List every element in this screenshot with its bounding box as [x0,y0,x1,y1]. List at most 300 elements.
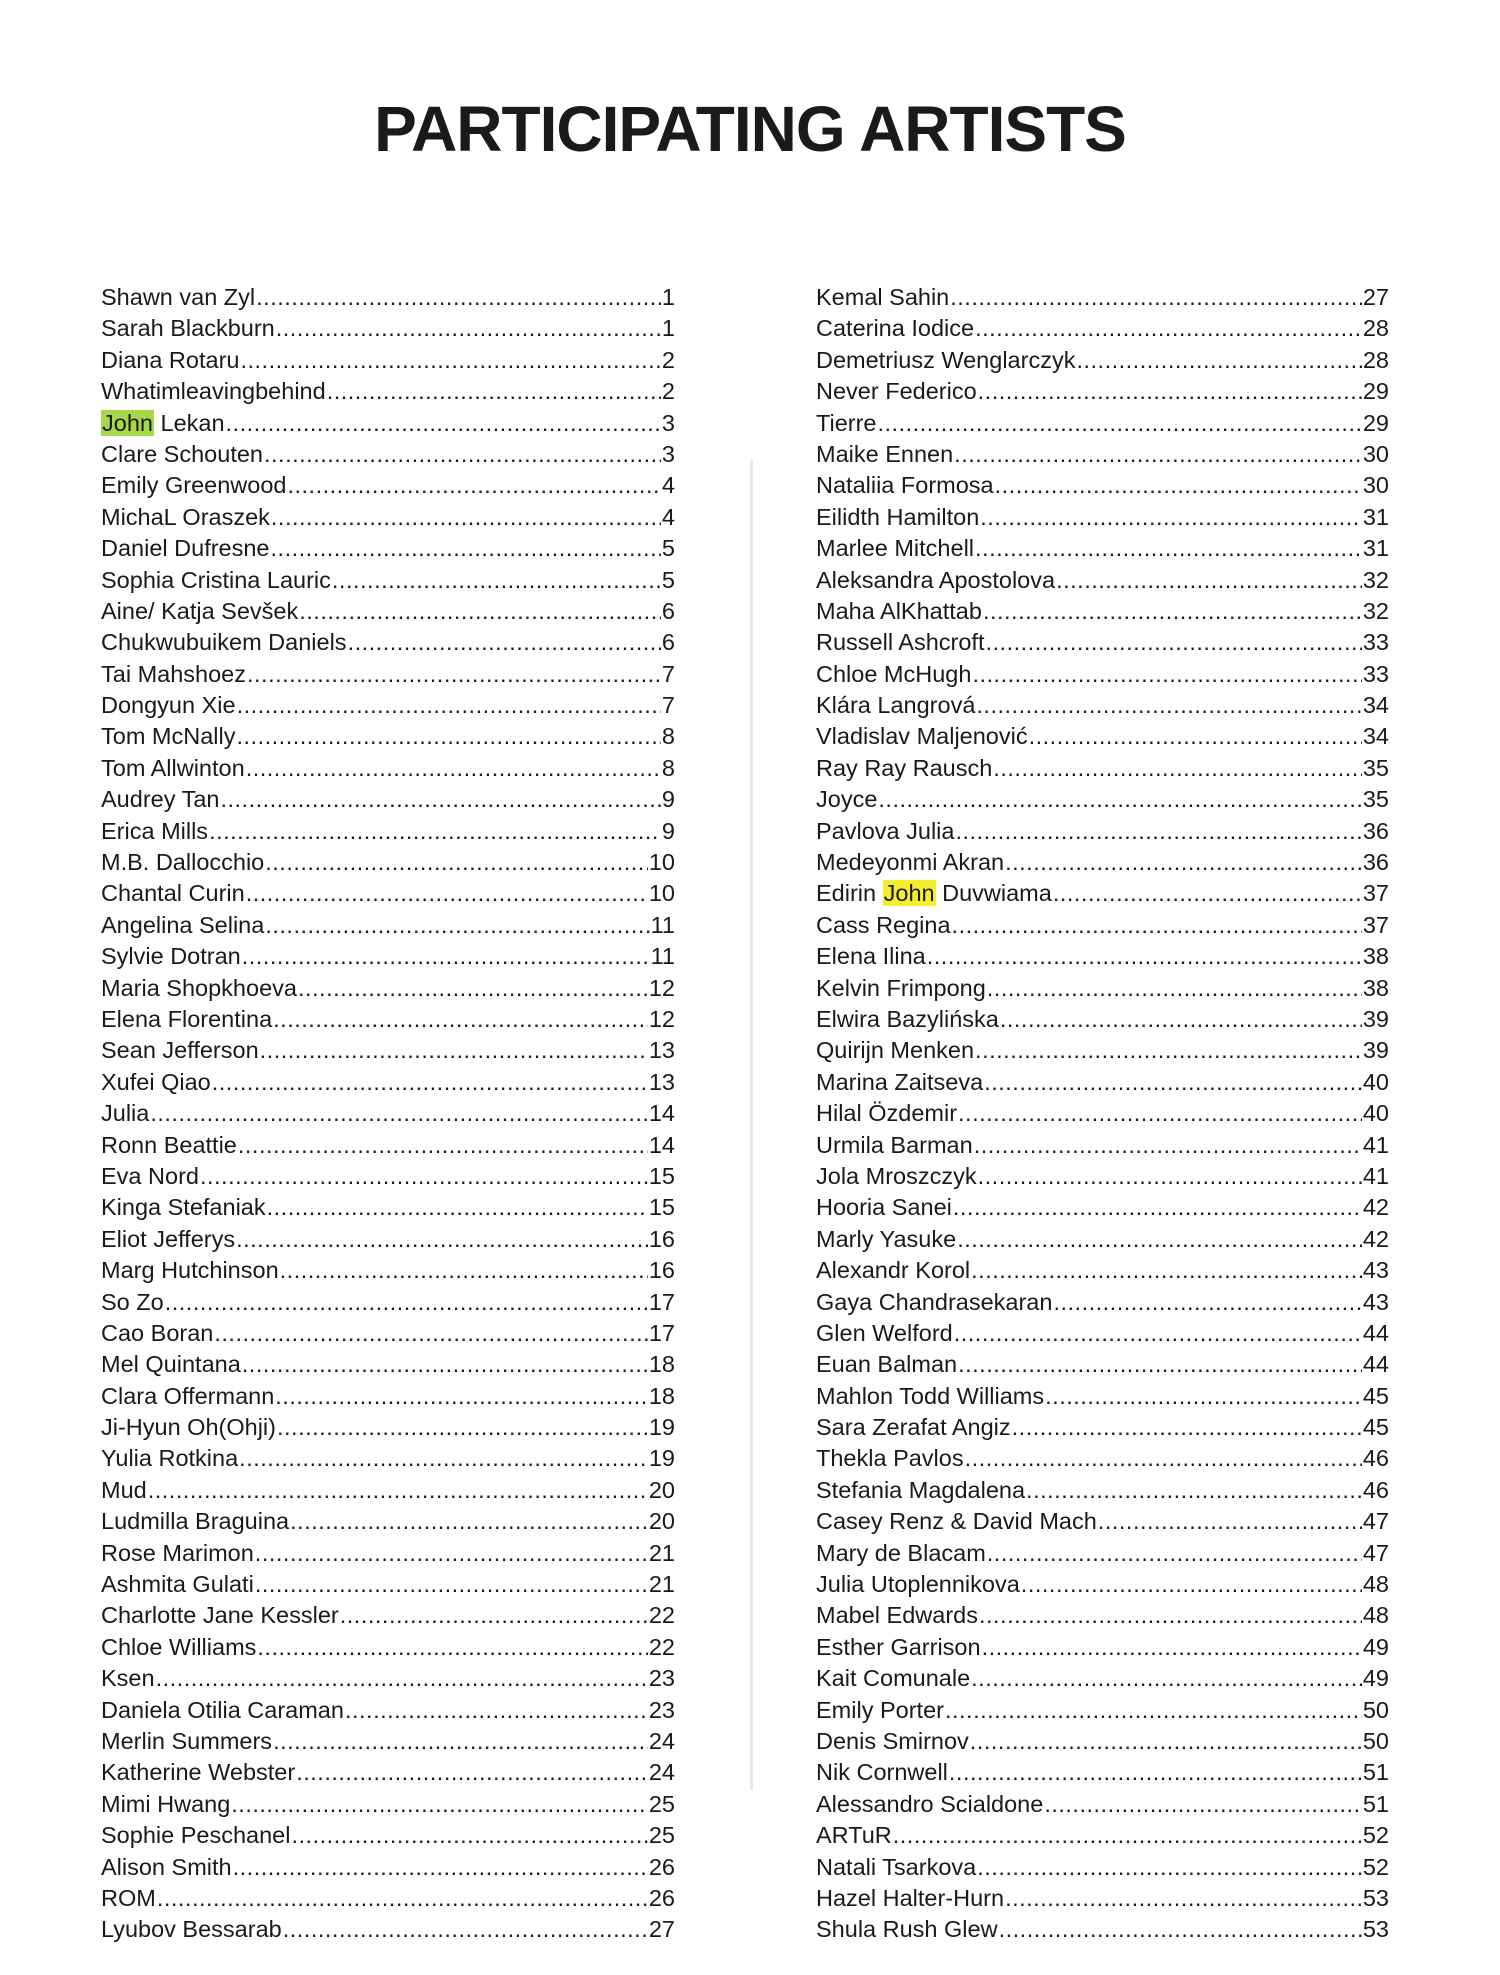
dot-leader [332,565,661,596]
page-number: 5 [661,535,675,562]
dot-leader [1005,847,1362,878]
toc-entry [816,1287,1389,1318]
artist-name: Chloe Williams [101,1633,257,1660]
page-number: 29 [1362,378,1389,405]
page-number: 28 [1362,315,1389,342]
toc-entry [101,1381,675,1412]
dot-leader [255,1538,648,1569]
page-number: 51 [1362,1790,1389,1817]
page-number: 11 [650,943,675,970]
page-number: 41 [1362,1162,1389,1189]
toc-entry [816,941,1389,972]
page-number: 18 [648,1351,675,1378]
dot-leader [971,1663,1362,1694]
page-number: 3 [661,440,675,467]
page-number: 29 [1362,409,1389,436]
page-number: 24 [648,1759,675,1786]
toc-entry [101,439,675,470]
dot-leader [238,1130,648,1161]
toc-entry [816,565,1389,596]
page-number: 53 [1362,1916,1389,1943]
artist-name: Euan Balman [816,1351,958,1378]
dot-leader [150,1098,648,1129]
toc-entry [101,1600,675,1631]
artist-name: Elena Ilina [816,943,926,970]
toc-entry [101,1098,675,1129]
page-number: 39 [1362,1005,1389,1032]
artist-name: Rose Marimon [101,1539,254,1566]
dot-leader [260,1035,648,1066]
page-number: 43 [1362,1288,1389,1315]
artist-name: Eva Nord [101,1162,199,1189]
artist-name: Urmila Barman [816,1131,973,1158]
toc-entry [816,659,1389,690]
artist-name: Julia [101,1100,150,1127]
artist-name: Emily Porter [816,1696,944,1723]
dot-leader [271,502,661,533]
toc-entry [101,941,675,972]
toc-entry [101,627,675,658]
artist-name: Daniela Otilia Caraman [101,1696,344,1723]
toc-entry [101,1130,675,1161]
page-number: 47 [1362,1508,1389,1535]
artist-name: Caterina Iodice [816,315,975,342]
dot-leader [212,1067,648,1098]
artist-name: Marlee Mitchell [816,535,975,562]
page-number: 45 [1362,1382,1389,1409]
dot-leader [283,1914,648,1945]
toc-entry [101,973,675,1004]
toc-entry [816,533,1389,564]
dot-leader [971,1255,1362,1286]
artist-name: Demetriusz Wenglarczyk [816,346,1076,373]
artist-name: Hilal Özdemir [816,1100,958,1127]
artist-name: Tierre [816,409,877,436]
page-number: 31 [1362,535,1389,562]
toc-entry [816,1349,1389,1380]
toc-entry [816,910,1389,941]
artist-name: Marly Yasuke [816,1225,957,1252]
artist-name: Ksen [101,1665,155,1692]
column-divider [750,460,753,1790]
artist-name: Sophie Peschanel [101,1822,291,1849]
dot-leader [340,1600,648,1631]
toc-entry [101,1757,675,1788]
artist-name: Diana Rotaru [101,346,240,373]
artist-name: Alexandr Korol [816,1257,971,1284]
toc-entry [816,376,1389,407]
dot-leader [1053,1287,1361,1318]
artist-name: Whatimleavingbehind [101,378,326,405]
artist-name: Xufei Qiao [101,1068,211,1095]
page-number: 2 [661,378,675,405]
dot-leader [1098,1506,1362,1537]
dot-leader [984,1067,1362,1098]
artist-name: Charlotte Jane Kessler [101,1602,339,1629]
artist-name: Tom Allwinton [101,754,245,781]
page-number: 20 [648,1508,675,1535]
page-number: 23 [648,1696,675,1723]
dot-leader [953,1192,1362,1223]
artist-name: Sophia Cristina Lauric [101,566,331,593]
dot-leader [974,1130,1362,1161]
artist-name: Pavlova Julia [816,817,955,844]
dot-leader [954,439,1362,470]
artist-name: Stefania Magdalena [816,1476,1026,1503]
page-number: 48 [1362,1571,1389,1598]
toc-entry [816,1506,1389,1537]
dot-leader [209,816,661,847]
toc-entry [816,1820,1389,1851]
page-number: 45 [1362,1414,1389,1441]
toc-entry [101,1695,675,1726]
artist-name: Hazel Halter-Hurn [816,1884,1005,1911]
dot-leader [291,1820,647,1851]
dot-leader [280,1255,648,1286]
dot-leader [955,816,1361,847]
dot-leader [246,878,648,909]
toc-entry [816,1852,1389,1883]
toc-entry [101,1287,675,1318]
page-number: 42 [1362,1194,1389,1221]
page-number: 14 [648,1131,675,1158]
dot-leader [982,1632,1362,1663]
page-number: 23 [648,1665,675,1692]
artist-name: Mary de Blacam [816,1539,986,1566]
artist-name: M.B. Dallocchio [101,849,265,876]
page-number: 33 [1362,660,1389,687]
dot-leader [165,1287,648,1318]
dot-leader [257,1632,647,1663]
toc-entry [101,1349,675,1380]
toc-entry [101,1789,675,1820]
artist-name: Katherine Webster [101,1759,296,1786]
artist-name: Ashmita Gulati [101,1571,254,1598]
name-part: Edirin [816,880,883,907]
toc-entry [101,1067,675,1098]
artist-name: Aine/ Katja Sevšek [101,597,299,624]
page-number: 8 [661,754,675,781]
dot-leader [958,1098,1362,1129]
toc-entry [816,282,1389,313]
page-number: 5 [661,566,675,593]
toc-entry [101,1475,675,1506]
artist-name: Natali Tsarkova [816,1853,977,1880]
toc-entry [816,502,1389,533]
dot-leader [239,1443,648,1474]
page-number: 4 [661,472,675,499]
artist-name: Cass Regina [816,911,951,938]
dot-leader [1045,1381,1362,1412]
artist-name: Lyubov Bessarab [101,1916,282,1943]
artist-name: Mel Quintana [101,1351,241,1378]
toc-entry [816,1098,1389,1129]
dot-leader [987,1538,1362,1569]
artist-name: Elena Florentina [101,1005,273,1032]
artist-name: Glen Welford [816,1319,953,1346]
artist-name: Alison Smith [101,1853,232,1880]
page-number: 8 [661,723,675,750]
artist-name: Sylvie Dotran [101,943,241,970]
artist-name: Quirijn Menken [816,1037,975,1064]
toc-entry [816,345,1389,376]
page-number: 44 [1362,1351,1389,1378]
artist-name: ROM [101,1884,156,1911]
dot-leader [240,345,660,376]
page-number: 25 [648,1822,675,1849]
page-number: 43 [1362,1257,1389,1284]
artist-name: Medeyonmi Akran [816,849,1005,876]
artist-name: Yulia Rotkina [101,1445,239,1472]
dot-leader [1026,1475,1362,1506]
toc-entry [816,1757,1389,1788]
toc-entry [101,847,675,878]
page-number: 16 [648,1225,675,1252]
dot-leader [256,282,661,313]
artist-name: Eliot Jefferys [101,1225,236,1252]
page-number: 50 [1362,1727,1389,1754]
page-number: 49 [1362,1665,1389,1692]
page-number: 46 [1362,1476,1389,1503]
toc-entry [101,376,675,407]
page-number: 1 [661,315,675,342]
toc-entry [101,565,675,596]
toc-entry [816,1192,1389,1223]
toc-entry [101,1412,675,1443]
artist-name: Joyce [816,786,878,813]
page-number: 27 [1362,284,1389,310]
page-number: 11 [650,911,675,938]
dot-leader [345,1695,648,1726]
page-number: 17 [648,1288,675,1315]
toc-entry [816,1224,1389,1255]
page-number: 38 [1362,943,1389,970]
dot-leader [927,941,1362,972]
dot-leader [1076,345,1361,376]
page-number: 7 [661,660,675,687]
artist-name: So Zo [101,1288,164,1315]
page-number: 21 [648,1571,675,1598]
artist-name: Merlin Summers [101,1727,273,1754]
page-number: 52 [1362,1822,1389,1849]
artist-name: Kelvin Frimpong [816,974,986,1001]
page-number: 34 [1362,723,1389,750]
page-number: 35 [1362,754,1389,781]
dot-leader [977,1852,1362,1883]
dot-leader [952,910,1362,941]
page-number: 12 [648,974,675,1001]
artist-name: Never Federico [816,378,977,405]
toc-entry [816,973,1389,1004]
dot-leader [277,1412,648,1443]
toc-entry [101,816,675,847]
page-number: 42 [1362,1225,1389,1252]
toc-entry [101,910,675,941]
toc-entry [101,502,675,533]
artist-name: Audrey Tan [101,786,220,813]
dot-leader [275,1381,648,1412]
page-number: 22 [648,1633,675,1660]
page-number: 37 [1362,880,1389,907]
dot-leader [1056,565,1362,596]
dot-leader [985,627,1361,658]
page-number: 38 [1362,974,1389,1001]
toc-entry [101,1914,675,1945]
page-number: 26 [648,1884,675,1911]
toc-entry [816,721,1389,752]
dot-leader [1029,721,1362,752]
toc-entry [816,1412,1389,1443]
dot-leader [236,1224,648,1255]
dot-leader [978,1161,1362,1192]
page-number: 31 [1362,503,1389,530]
artist-name: Clara Offermann [101,1382,275,1409]
toc-entry [101,1192,675,1223]
dot-leader [1053,878,1362,909]
page-number: 25 [648,1790,675,1817]
page-number: 53 [1362,1884,1389,1911]
page-title: PARTICIPATING ARTISTS [374,93,1126,165]
artist-name: Casey Renz & David Mach [816,1508,1097,1535]
toc-entry [101,1632,675,1663]
page-number: 32 [1362,566,1389,593]
dot-leader [975,313,1362,344]
page-number: 17 [648,1319,675,1346]
artist-name [101,408,225,439]
toc-entry [101,659,675,690]
dot-leader [979,1600,1362,1631]
page-number: 32 [1362,597,1389,624]
toc-entry [816,690,1389,721]
dot-leader [298,973,648,1004]
page-number: 12 [648,1005,675,1032]
toc-entry [816,1789,1389,1820]
page-number: 40 [1362,1100,1389,1127]
page-number: 46 [1362,1445,1389,1472]
artist-name: Klára Langrová [816,692,976,719]
dot-leader [273,1004,648,1035]
toc-entry [101,533,675,564]
dot-leader [290,1506,648,1537]
page-number: 48 [1362,1602,1389,1629]
artist-name: Julia Utoplennikova [816,1571,1020,1598]
dot-leader [1005,1883,1362,1914]
artist-name: Aleksandra Apostolova [816,566,1056,593]
page-number: 14 [648,1100,675,1127]
page-number: 26 [648,1853,675,1880]
toc-entry [101,596,675,627]
highlighted-text: John [102,409,153,436]
page-number: 34 [1362,692,1389,719]
artist-name: Maha AlKhattab [816,597,982,624]
toc-entry [101,1569,675,1600]
toc-entry [816,1663,1389,1694]
toc-entry [816,753,1389,784]
page-number: 16 [648,1257,675,1284]
dot-leader [954,1318,1362,1349]
toc-entry [101,1506,675,1537]
dot-leader [276,313,661,344]
artist-list-right [816,282,1389,1946]
toc-entry [816,1318,1389,1349]
artist-name: Russell Ashcroft [816,629,985,656]
artist-name: Dongyun Xie [101,692,236,719]
page-number: 15 [648,1162,675,1189]
dot-leader [267,1192,648,1223]
page-number: 41 [1362,1131,1389,1158]
dot-leader [980,502,1362,533]
page-number: 10 [648,849,675,876]
dot-leader [878,784,1361,815]
artist-name: Ray Ray Rausch [816,754,993,781]
artist-name: Shula Rush Glew [816,1916,998,1943]
toc-entry [101,878,675,909]
dot-leader [976,690,1361,721]
dot-leader [233,1852,648,1883]
toc-entry [101,1161,675,1192]
toc-entry [816,313,1389,344]
artist-list-left [101,282,675,1946]
dot-leader [970,1726,1362,1757]
dot-leader [893,1820,1362,1851]
toc-entry [101,1663,675,1694]
dot-leader [226,408,661,439]
artist-name: Vladislav Maljenović [816,723,1028,750]
dot-leader [200,1161,648,1192]
toc-entry [816,1255,1389,1286]
toc-entry [101,784,675,815]
dot-leader [156,1663,648,1694]
artist-name: Emily Greenwood [101,472,287,499]
dot-leader [995,470,1362,501]
dot-leader [1000,1004,1362,1035]
toc-entry [816,408,1389,439]
dot-leader [296,1757,648,1788]
page-number: 13 [648,1037,675,1064]
toc-entry [816,596,1389,627]
artist-name: Mud [101,1476,147,1503]
toc-entry [816,1569,1389,1600]
toc-entry [101,408,675,439]
dot-leader [264,439,661,470]
artist-name: Cao Boran [101,1319,214,1346]
page-number: 51 [1362,1759,1389,1786]
toc-entry [101,282,675,313]
page-number: 18 [648,1382,675,1409]
page-number: 27 [648,1916,675,1943]
artist-name: Thekla Pavlos [816,1445,964,1472]
page-number: 50 [1362,1696,1389,1723]
artist-name: Hooria Sanei [816,1194,952,1221]
highlighted-text: John [883,880,935,907]
page-number: 20 [648,1476,675,1503]
artist-name: Alessandro Scialdone [816,1790,1044,1817]
toc-entry [816,1538,1389,1569]
toc-entry [816,847,1389,878]
dot-leader [299,596,661,627]
toc-entry [816,1914,1389,1945]
toc-entry [816,816,1389,847]
toc-entry [101,1726,675,1757]
toc-entry [816,1130,1389,1161]
toc-entry [816,1035,1389,1066]
toc-entry [101,721,675,752]
artist-name: Sean Jefferson [101,1037,259,1064]
page-number: 9 [661,786,675,813]
dot-leader [957,1224,1362,1255]
page-number: 36 [1362,817,1389,844]
page-number: 13 [648,1068,675,1095]
